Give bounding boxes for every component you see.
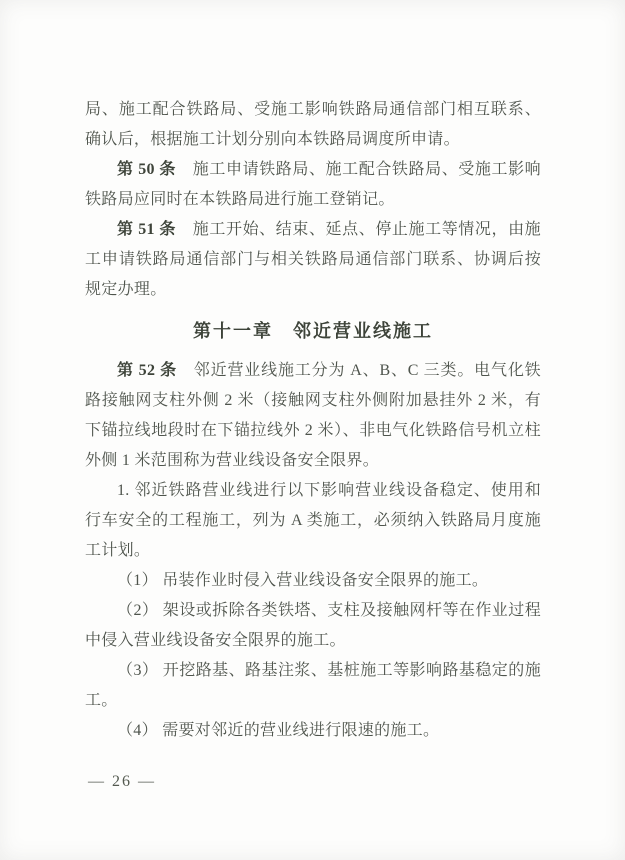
article-50-number: 第 50 条 xyxy=(117,161,176,178)
page-number: — 26 — xyxy=(88,773,156,790)
article-52-text: 邻近营业线施工分为 A、B、C 三类。电气化铁路接触网支柱外侧 2 米（接触网支柱外侧附加悬挂外 2 米，有下锚拉线地段时在下锚拉线外 2 米）、非电气化铁路信号机立柱外侧 1 米范围称为营业线设备安全限界。 xyxy=(85,362,541,469)
paragraph-article-50 xyxy=(85,155,541,215)
paragraph-article-51 xyxy=(85,215,541,305)
article-50-text: 施工申请铁路局、施工配合铁路局、受施工影响铁路局应同时在本铁路局进行施工登销记。 xyxy=(85,161,541,208)
article-52-number: 第 52 条 xyxy=(117,362,177,379)
paragraph-subitem-2: （2） 架设或拆除各类铁塔、支柱及接触网杆等在作业过程中侵入营业线设备安全限界的施工。 xyxy=(85,602,541,649)
chapter-heading: 第十一章 邻近营业线施工 xyxy=(193,321,433,341)
article-51-text: 施工开始、结束、延点、停止施工等情况，由施工申请铁路局通信部门与相关铁路局通信部门联系、协调后按规定办理。 xyxy=(85,221,541,298)
paragraph-subitem-4: （4） 需要对邻近的营业线进行限速的施工。 xyxy=(117,722,440,739)
paragraph-clause-1: 1. 邻近铁路营业线进行以下影响营业线设备稳定、使用和行车安全的工程施工，列为 A 类施工，必须纳入铁路局月度施工计划。 xyxy=(85,482,541,559)
paragraph-subitem-1: （1） 吊装作业时侵入营业线设备安全限界的施工。 xyxy=(117,572,489,589)
document-text-block xyxy=(85,95,541,746)
paragraph-subitem-3: （3） 开挖路基、路基注浆、基桩施工等影响路基稳定的施工。 xyxy=(85,662,541,709)
article-51-number: 第 51 条 xyxy=(117,221,176,238)
paragraph-article-52 xyxy=(85,356,541,476)
paragraph-continuation: 局、施工配合铁路局、受施工影响铁路局通信部门相互联系、确认后，根据施工计划分别向本铁路局调度所申请。 xyxy=(85,101,541,148)
